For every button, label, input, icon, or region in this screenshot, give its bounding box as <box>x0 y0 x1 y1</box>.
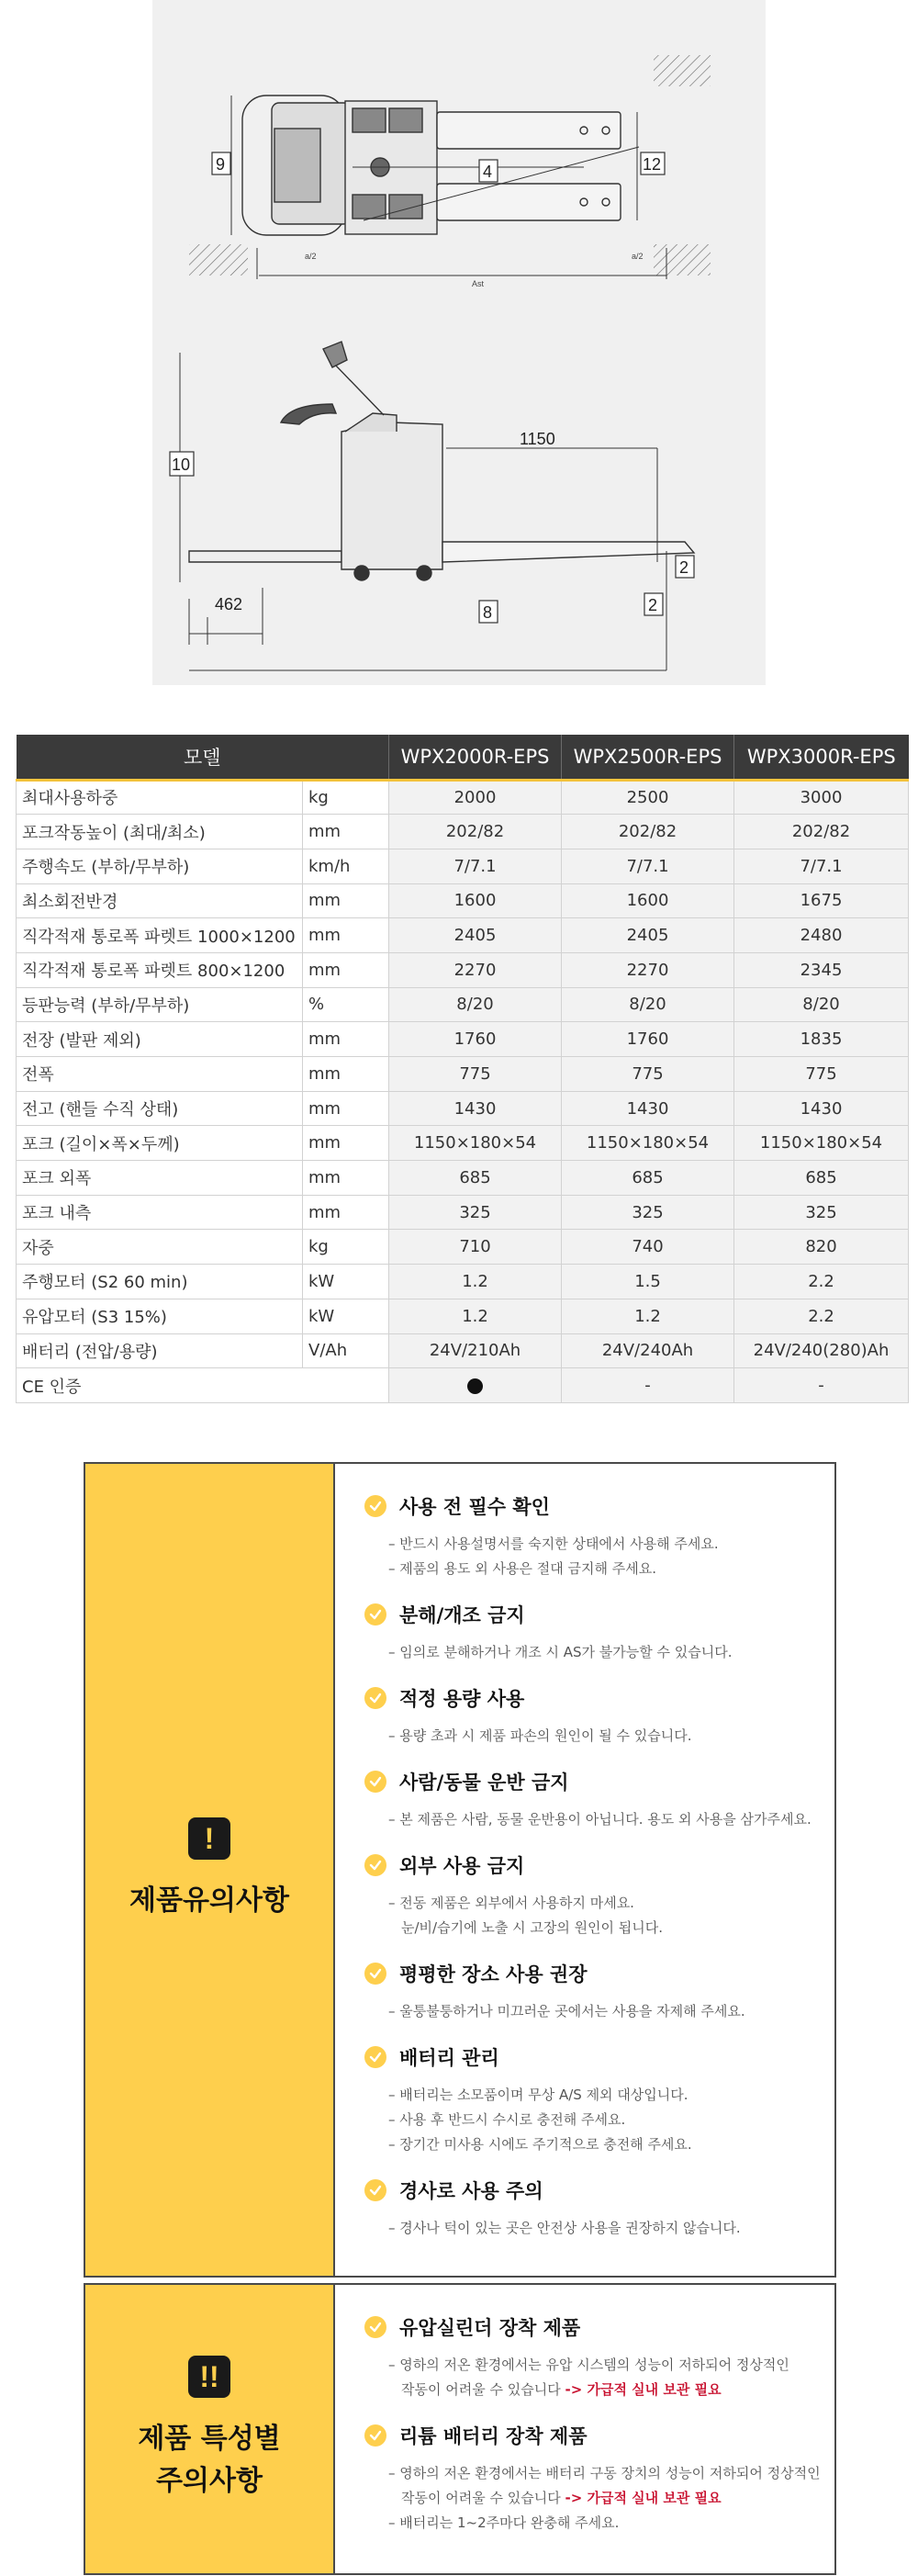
spec-value: 1760 <box>562 1022 734 1057</box>
caution-line: – 사용 후 반드시 수시로 충전해 주세요. <box>388 2111 626 2128</box>
spec-name: 등판능력 (부하/무부하) <box>17 987 303 1022</box>
spec-row <box>17 1333 909 1368</box>
spec-unit: mm <box>303 1161 389 1196</box>
caution-item-head <box>364 2177 834 2203</box>
spec-name: 포크 (길이×폭×두께) <box>17 1126 303 1161</box>
spec-name: 전고 (핸들 수직 상태) <box>17 1091 303 1126</box>
feature-caution-box <box>84 2283 836 2575</box>
caution-item-lines <box>364 1640 834 1665</box>
spec-value: - <box>562 1368 734 1403</box>
spec-unit: mm <box>303 815 389 849</box>
caution-item-lines <box>364 1999 834 2024</box>
caution-line: – 장기간 미사용 시에도 주기적으로 충전해 주세요. <box>388 2136 692 2153</box>
spec-row <box>17 1265 909 1299</box>
spec-row <box>17 952 909 987</box>
feature-line-text: 작동이 어려울 수 있습니다 <box>401 2490 565 2506</box>
spec-value <box>389 1368 562 1403</box>
double-exclamation-icon: !! <box>188 2356 230 2398</box>
caution-item <box>364 1493 834 1581</box>
spec-value: 2270 <box>562 952 734 987</box>
feature-line-with-warning <box>388 2486 834 2511</box>
feature-item-title: 유압실린더 장착 제품 <box>399 2317 581 2339</box>
caution-item <box>364 2177 834 2241</box>
spec-row <box>17 1057 909 1092</box>
spec-row-ce <box>17 1368 909 1403</box>
spec-value: 8/20 <box>734 987 909 1022</box>
spec-unit: kW <box>303 1299 389 1333</box>
caution-item-head <box>364 1493 834 1519</box>
check-icon <box>364 2179 386 2201</box>
caution-item-lines <box>364 1807 834 1832</box>
caution-item-title: 배터리 관리 <box>399 2047 499 2069</box>
feature-title-line1: 제품 특성별 <box>138 2423 281 2455</box>
check-icon <box>364 1603 386 1625</box>
caution-line: – 제품의 용도 외 사용은 절대 금지해 주세요. <box>388 1560 656 1577</box>
spec-value: 7/7.1 <box>562 849 734 883</box>
spec-value: 1430 <box>562 1091 734 1126</box>
check-icon <box>364 1963 386 1985</box>
caution-item <box>364 1961 834 2024</box>
spec-value: 775 <box>389 1057 562 1092</box>
side-view <box>180 342 694 670</box>
caution-line: 눈/비/습기에 노출 시 고장의 원인이 됩니다. <box>401 1919 664 1936</box>
spec-value: 8/20 <box>562 987 734 1022</box>
spec-name: 자중 <box>17 1230 303 1265</box>
feature-item-head <box>364 2314 834 2340</box>
caution-item-lines <box>364 2083 834 2157</box>
spec-row <box>17 1022 909 1057</box>
check-icon <box>364 2316 386 2338</box>
spec-unit: V/Ah <box>303 1333 389 1368</box>
spec-value: 685 <box>734 1161 909 1196</box>
spec-unit: mm <box>303 1195 389 1230</box>
check-icon <box>364 2046 386 2068</box>
dim-label-4: 4 <box>483 163 493 181</box>
spec-value: 2405 <box>562 918 734 953</box>
feature-item-head <box>364 2423 834 2448</box>
spec-unit: km/h <box>303 849 389 883</box>
spec-row <box>17 1299 909 1333</box>
ce-certified-dot-icon <box>467 1378 483 1394</box>
spec-value: 1150×180×54 <box>562 1126 734 1161</box>
caution-item <box>364 2044 834 2157</box>
caution-item <box>364 1852 834 1940</box>
caution-item-lines <box>364 1724 834 1749</box>
spec-row <box>17 918 909 953</box>
spec-value: 7/7.1 <box>734 849 909 883</box>
spec-value: 24V/240(280)Ah <box>734 1333 909 1368</box>
caution-line: – 용량 초과 시 제품 파손의 원인이 될 수 있습니다. <box>388 1727 692 1744</box>
caution-item <box>364 1769 834 1832</box>
caution-item-head <box>364 1961 834 1986</box>
spec-unit: mm <box>303 1126 389 1161</box>
spec-name: 포크 외폭 <box>17 1161 303 1196</box>
feature-content <box>335 2285 834 2573</box>
caution-item-head <box>364 2044 834 2070</box>
spec-name: 배터리 (전압/용량) <box>17 1333 303 1368</box>
spec-body <box>17 780 909 1402</box>
spec-name: CE 인증 <box>17 1368 389 1403</box>
spec-name: 포크 내측 <box>17 1195 303 1230</box>
caution-item <box>364 1685 834 1749</box>
caution-item-title: 경사로 사용 주의 <box>399 2180 543 2202</box>
spec-value: 24V/240Ah <box>562 1333 734 1368</box>
spec-value: - <box>734 1368 909 1403</box>
feature-line: – 영하의 저온 환경에서는 배터리 구동 장치의 성능이 저하되어 정상적인 <box>388 2465 821 2481</box>
caution-item-title: 적정 용량 사용 <box>399 1688 525 1710</box>
spec-value: 820 <box>734 1230 909 1265</box>
spec-value: 710 <box>389 1230 562 1265</box>
spec-header-row <box>17 735 909 780</box>
caution-item-title: 외부 사용 금지 <box>399 1855 525 1877</box>
spec-name: 직각적재 통로폭 파렛트 800×1200 <box>17 952 303 987</box>
dim-label-ast: Ast <box>472 279 485 288</box>
spec-value: 2345 <box>734 952 909 987</box>
drawing-svg <box>152 0 766 685</box>
feature-line: – 영하의 저온 환경에서는 유압 시스템의 성능이 저하되어 정상적인 <box>388 2357 789 2373</box>
spec-value: 775 <box>562 1057 734 1092</box>
feature-item <box>364 2314 834 2402</box>
dim-label-a2-right: a/2 <box>632 252 644 261</box>
spec-name: 전장 (발판 제외) <box>17 1022 303 1057</box>
spec-name: 최소회전반경 <box>17 883 303 918</box>
caution-line: – 울퉁불퉁하거나 미끄러운 곳에서는 사용을 자제해 주세요. <box>388 2003 745 2019</box>
check-icon <box>364 1495 386 1517</box>
spec-value: 1675 <box>734 883 909 918</box>
spec-unit: kW <box>303 1265 389 1299</box>
header-model-3: WPX3000R-EPS <box>734 735 909 780</box>
dim-label-462: 462 <box>215 595 243 613</box>
spec-value: 1.5 <box>562 1265 734 1299</box>
wall-hatch-bottom-left <box>189 244 248 276</box>
caution-line: – 임의로 분해하거나 개조 시 AS가 불가능할 수 있습니다. <box>388 1644 733 1660</box>
caution-content <box>335 1464 834 2276</box>
spec-value: 325 <box>734 1195 909 1230</box>
feature-line-with-warning <box>388 2378 834 2402</box>
feature-title-line2: 주의사항 <box>156 2465 263 2497</box>
feature-line-text: 작동이 어려울 수 있습니다 <box>401 2381 565 2398</box>
check-icon <box>364 1854 386 1876</box>
dim-label-8: 8 <box>483 603 493 622</box>
spec-value: 2480 <box>734 918 909 953</box>
spec-value: 7/7.1 <box>389 849 562 883</box>
spec-value: 1430 <box>389 1091 562 1126</box>
spec-value: 1600 <box>389 883 562 918</box>
spec-value: 740 <box>562 1230 734 1265</box>
spec-value: 2000 <box>389 780 562 815</box>
dim-label-10: 10 <box>172 456 191 474</box>
caution-item-head <box>364 1685 834 1711</box>
spec-value: 2.2 <box>734 1299 909 1333</box>
feature-item <box>364 2423 834 2536</box>
indoor-storage-warning: -> 가급적 실내 보관 필요 <box>565 2490 722 2506</box>
spec-value: 775 <box>734 1057 909 1092</box>
spec-row <box>17 849 909 883</box>
spec-value: 1835 <box>734 1022 909 1057</box>
spec-unit: mm <box>303 883 389 918</box>
caution-line: – 배터리는 소모품이며 무상 A/S 제외 대상입니다. <box>388 2087 688 2103</box>
spec-row <box>17 1161 909 1196</box>
spec-value: 2270 <box>389 952 562 987</box>
spec-value: 202/82 <box>562 815 734 849</box>
check-icon <box>364 2424 386 2447</box>
caution-item-head <box>364 1769 834 1794</box>
spec-value: 202/82 <box>734 815 909 849</box>
spec-unit: mm <box>303 1057 389 1092</box>
caution-line: – 반드시 사용설명서를 숙지한 상태에서 사용해 주세요. <box>388 1535 719 1552</box>
spec-name: 주행모터 (S2 60 min) <box>17 1265 303 1299</box>
spec-value: 24V/210Ah <box>389 1333 562 1368</box>
dim-label-9: 9 <box>216 155 226 174</box>
feature-title <box>138 2418 280 2503</box>
spec-row <box>17 987 909 1022</box>
header-model-2: WPX2500R-EPS <box>562 735 734 780</box>
spec-row <box>17 780 909 815</box>
spec-value: 1600 <box>562 883 734 918</box>
spec-value: 1.2 <box>389 1265 562 1299</box>
spec-name: 포크작동높이 (최대/최소) <box>17 815 303 849</box>
indoor-storage-warning: -> 가급적 실내 보관 필요 <box>565 2381 722 2398</box>
spec-value: 325 <box>389 1195 562 1230</box>
wall-hatch-top-right <box>654 55 711 86</box>
caution-item-lines <box>364 1891 834 1940</box>
spec-row <box>17 1091 909 1126</box>
spec-value: 325 <box>562 1195 734 1230</box>
caution-title: 제품유의사항 <box>129 1884 289 1917</box>
caution-line: – 본 제품은 사람, 동물 운반용이 아닙니다. 용도 외 사용을 삼가주세요. <box>388 1811 812 1828</box>
spec-value: 2.2 <box>734 1265 909 1299</box>
spec-name: 유압모터 (S3 15%) <box>17 1299 303 1333</box>
spec-value: 202/82 <box>389 815 562 849</box>
spec-row <box>17 1126 909 1161</box>
dim-label-12: 12 <box>643 155 662 174</box>
spec-value: 1.2 <box>562 1299 734 1333</box>
feature-item-title: 리튬 배터리 장착 제품 <box>399 2425 588 2447</box>
check-icon <box>364 1687 386 1709</box>
caution-item-title: 사용 전 필수 확인 <box>399 1496 550 1518</box>
spec-unit: kg <box>303 1230 389 1265</box>
spec-unit: mm <box>303 1091 389 1126</box>
spec-row <box>17 1195 909 1230</box>
spec-value: 2405 <box>389 918 562 953</box>
dim-label-a2-left: a/2 <box>305 252 317 261</box>
spec-value: 1150×180×54 <box>389 1126 562 1161</box>
spec-value: 1430 <box>734 1091 909 1126</box>
feature-item-lines <box>364 2461 834 2536</box>
dim-label-1150: 1150 <box>520 430 555 448</box>
caution-item-title: 평평한 장소 사용 권장 <box>399 1963 588 1985</box>
spec-name: 직각적재 통로폭 파렛트 1000×1200 <box>17 918 303 953</box>
caution-side-panel <box>85 1464 335 2276</box>
caution-item-title: 사람/동물 운반 금지 <box>399 1772 569 1794</box>
caution-line: – 전동 제품은 외부에서 사용하지 마세요. <box>388 1895 634 1911</box>
spec-value: 8/20 <box>389 987 562 1022</box>
product-caution-box <box>84 1462 836 2278</box>
check-icon <box>364 1771 386 1793</box>
spec-unit: kg <box>303 780 389 815</box>
spec-name: 주행속도 (부하/무부하) <box>17 849 303 883</box>
spec-unit: mm <box>303 918 389 953</box>
caution-item-lines <box>364 1532 834 1581</box>
header-model: 모델 <box>17 735 389 780</box>
caution-item-head <box>364 1602 834 1627</box>
spec-value: 1.2 <box>389 1299 562 1333</box>
caution-item <box>364 1602 834 1665</box>
top-view <box>231 96 666 279</box>
spec-value: 1150×180×54 <box>734 1126 909 1161</box>
spec-row <box>17 1230 909 1265</box>
spec-name: 전폭 <box>17 1057 303 1092</box>
dim-label-2-bottom: 2 <box>648 596 658 614</box>
spec-value: 685 <box>562 1161 734 1196</box>
caution-line: – 경사나 턱이 있는 곳은 안전상 사용을 권장하지 않습니다. <box>388 2220 741 2236</box>
spec-unit: mm <box>303 952 389 987</box>
spec-value: 1760 <box>389 1022 562 1057</box>
header-model-1: WPX2000R-EPS <box>389 735 562 780</box>
spec-unit: % <box>303 987 389 1022</box>
spec-row <box>17 815 909 849</box>
caution-item-head <box>364 1852 834 1878</box>
caution-item-lines <box>364 2216 834 2241</box>
spec-name: 최대사용하중 <box>17 780 303 815</box>
spec-value: 685 <box>389 1161 562 1196</box>
spec-unit: mm <box>303 1022 389 1057</box>
spec-value: 2500 <box>562 780 734 815</box>
feature-line: – 배터리는 1~2주마다 완충해 주세요. <box>388 2514 620 2531</box>
spec-value: 3000 <box>734 780 909 815</box>
spec-table <box>16 735 909 1403</box>
wall-hatch-bottom-right <box>654 244 711 276</box>
dimension-drawing <box>152 0 766 685</box>
caution-item-title: 분해/개조 금지 <box>399 1604 525 1626</box>
feature-side-panel <box>85 2285 335 2573</box>
spec-row <box>17 883 909 918</box>
dim-label-2-top: 2 <box>679 558 689 577</box>
exclamation-icon: ! <box>188 1817 230 1860</box>
feature-item-lines <box>364 2353 834 2402</box>
